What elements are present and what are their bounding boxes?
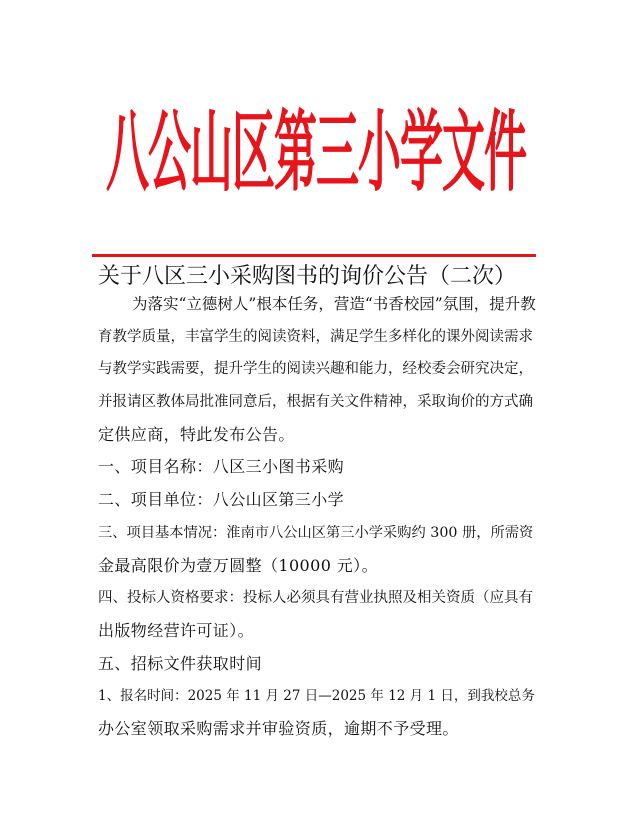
item-line: 金最高限价为壹万圆整（10000 元）。 [98,555,378,575]
document-body [98,288,538,746]
intro-line: 为落实“立德树人”根本任务，营造“书香校园”氛围，提升教 [132,295,536,313]
item-line: 五、招标文件获取时间 [98,653,263,673]
document-title: 关于八区三小采购图书的询价公告（二次） [98,264,517,289]
intro-line: 育教学质量，丰富学生的阅读资料，满足学生多样化的课外阅读需求 [98,328,533,345]
org-title: 八公山区第三小学文件 [106,101,526,205]
intro-line: 定供应商，特此发布公告。 [98,424,295,444]
intro-line: 与教学实践需要，提升学生的阅读兴趣和能力，经校委会研究决定， [98,361,533,378]
item-line: 一、项目名称：八区三小图书采购 [98,457,345,477]
item-line: 出版物经营许可证）。 [98,620,255,640]
red-divider [92,254,536,257]
item-line: 二、项目单位：八公山区第三小学 [98,490,345,510]
intro-line: 并报请区教体局批准同意后，根据有关文件精神，采取询价的方式确 [98,394,533,411]
item-line: 1、报名时间：2025 年 11 月 27 日—2025 年 12 月 1 日，到我校总务 [98,688,535,705]
item-line: 三、项目基本情况：淮南市八公山区第三小学采购约 300 册，所需资 [98,524,534,541]
item-line: 四、投标人资格要求：投标人必须具有营业执照及相关资质（应具有 [98,590,533,607]
document-header [96,96,536,205]
item-line: 办公室领取采购需求并审验资质，逾期不予受理。 [98,718,459,738]
